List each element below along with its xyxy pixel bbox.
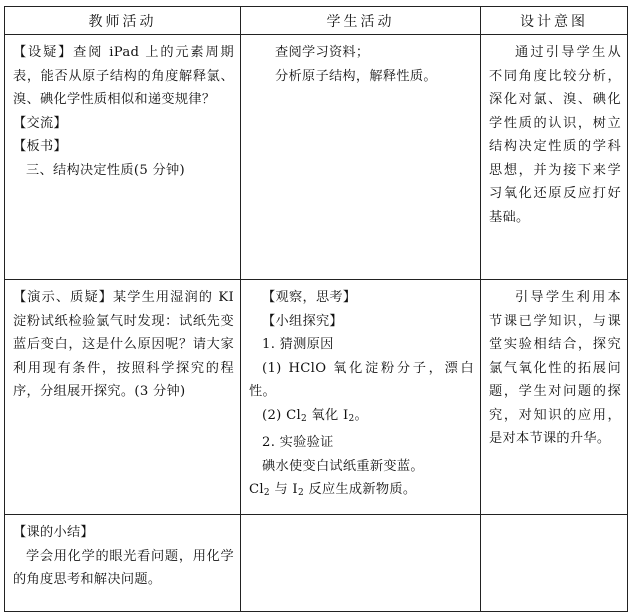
subscript: 2	[263, 488, 270, 498]
text-part: 。	[354, 407, 369, 423]
student-cell-3	[241, 515, 481, 612]
teacher-cell-3	[5, 515, 241, 612]
teacher-text: 三、结构决定性质(5 分钟)	[26, 162, 185, 178]
student-text	[249, 404, 474, 432]
design-cell-2	[481, 280, 628, 515]
student-text	[249, 478, 474, 506]
student-text: 分析原子结构，解释性质。	[275, 68, 437, 84]
design-cell-1	[481, 35, 628, 280]
teacher-text: 【演示、质疑】某学生用湿润的 KI 淀粉试纸检验氯气时发现：试纸先变蓝后变白，这是什么原因呢？请大家利用现有条件，按照科学探究的程序，分组展开探究。(3 分钟)	[13, 290, 234, 399]
student-text: 查阅学习资料；	[275, 45, 370, 60]
teacher-cell-1	[5, 35, 241, 280]
student-text: (1) HClO 氧化淀粉分子，漂白性。	[249, 360, 474, 399]
student-text: 【小组探究】	[262, 313, 343, 329]
design-text: 引导学生利用本节课已学知识，与课堂实验相结合，探究氯气氧化性的拓展问题，学生对问题的探究，对知识的应用，是对本节课的升华。	[489, 290, 621, 446]
teacher-text: 学会用化学的眼光看问题，用化学的角度思考和解决问题。	[13, 548, 234, 587]
header-row	[5, 7, 628, 35]
student-text: 【观察，思考】	[262, 290, 357, 305]
teacher-text: 【板书】	[13, 139, 67, 154]
text-part: 与 I	[269, 482, 298, 497]
text-part: Cl	[249, 482, 264, 497]
header-teacher-activity: 教师活动	[5, 7, 241, 35]
teacher-cell-2	[5, 280, 241, 515]
subscript: 2	[297, 488, 304, 498]
text-part: (2) Cl	[262, 407, 301, 423]
student-cell-1	[241, 35, 481, 280]
table-row	[5, 35, 628, 280]
header-design-intent: 设计意图	[481, 7, 628, 35]
design-cell-3	[481, 515, 628, 612]
student-text: 碘水使变白试纸重新变蓝。	[262, 458, 424, 474]
text-part: 氧化 I	[307, 407, 349, 423]
subscript: 2	[348, 413, 355, 424]
student-cell-2	[241, 280, 481, 515]
student-text: 2. 实验验证	[262, 435, 334, 450]
teacher-text: 【设疑】查阅 iPad 上的元素周期表，能否从原子结构的角度解释氯、溴、碘化学性质相似和递变规律？	[13, 45, 234, 107]
teacher-text: 【课的小结】	[13, 525, 94, 540]
table-row	[5, 515, 628, 612]
lesson-plan-table	[4, 6, 628, 612]
design-text: 通过引导学生从不同角度比较分析，深化对氯、溴、碘化学性质的认识，树立结构决定性质的学科思想，并为接下来学习氧化还原反应打好基础。	[489, 45, 621, 225]
subscript: 2	[300, 413, 308, 424]
table-row	[5, 280, 628, 515]
teacher-text: 【交流】	[13, 115, 67, 131]
student-text: 1. 猜测原因	[262, 337, 334, 352]
text-part: 反应生成新物质。	[303, 482, 417, 497]
header-student-activity: 学生活动	[241, 7, 481, 35]
